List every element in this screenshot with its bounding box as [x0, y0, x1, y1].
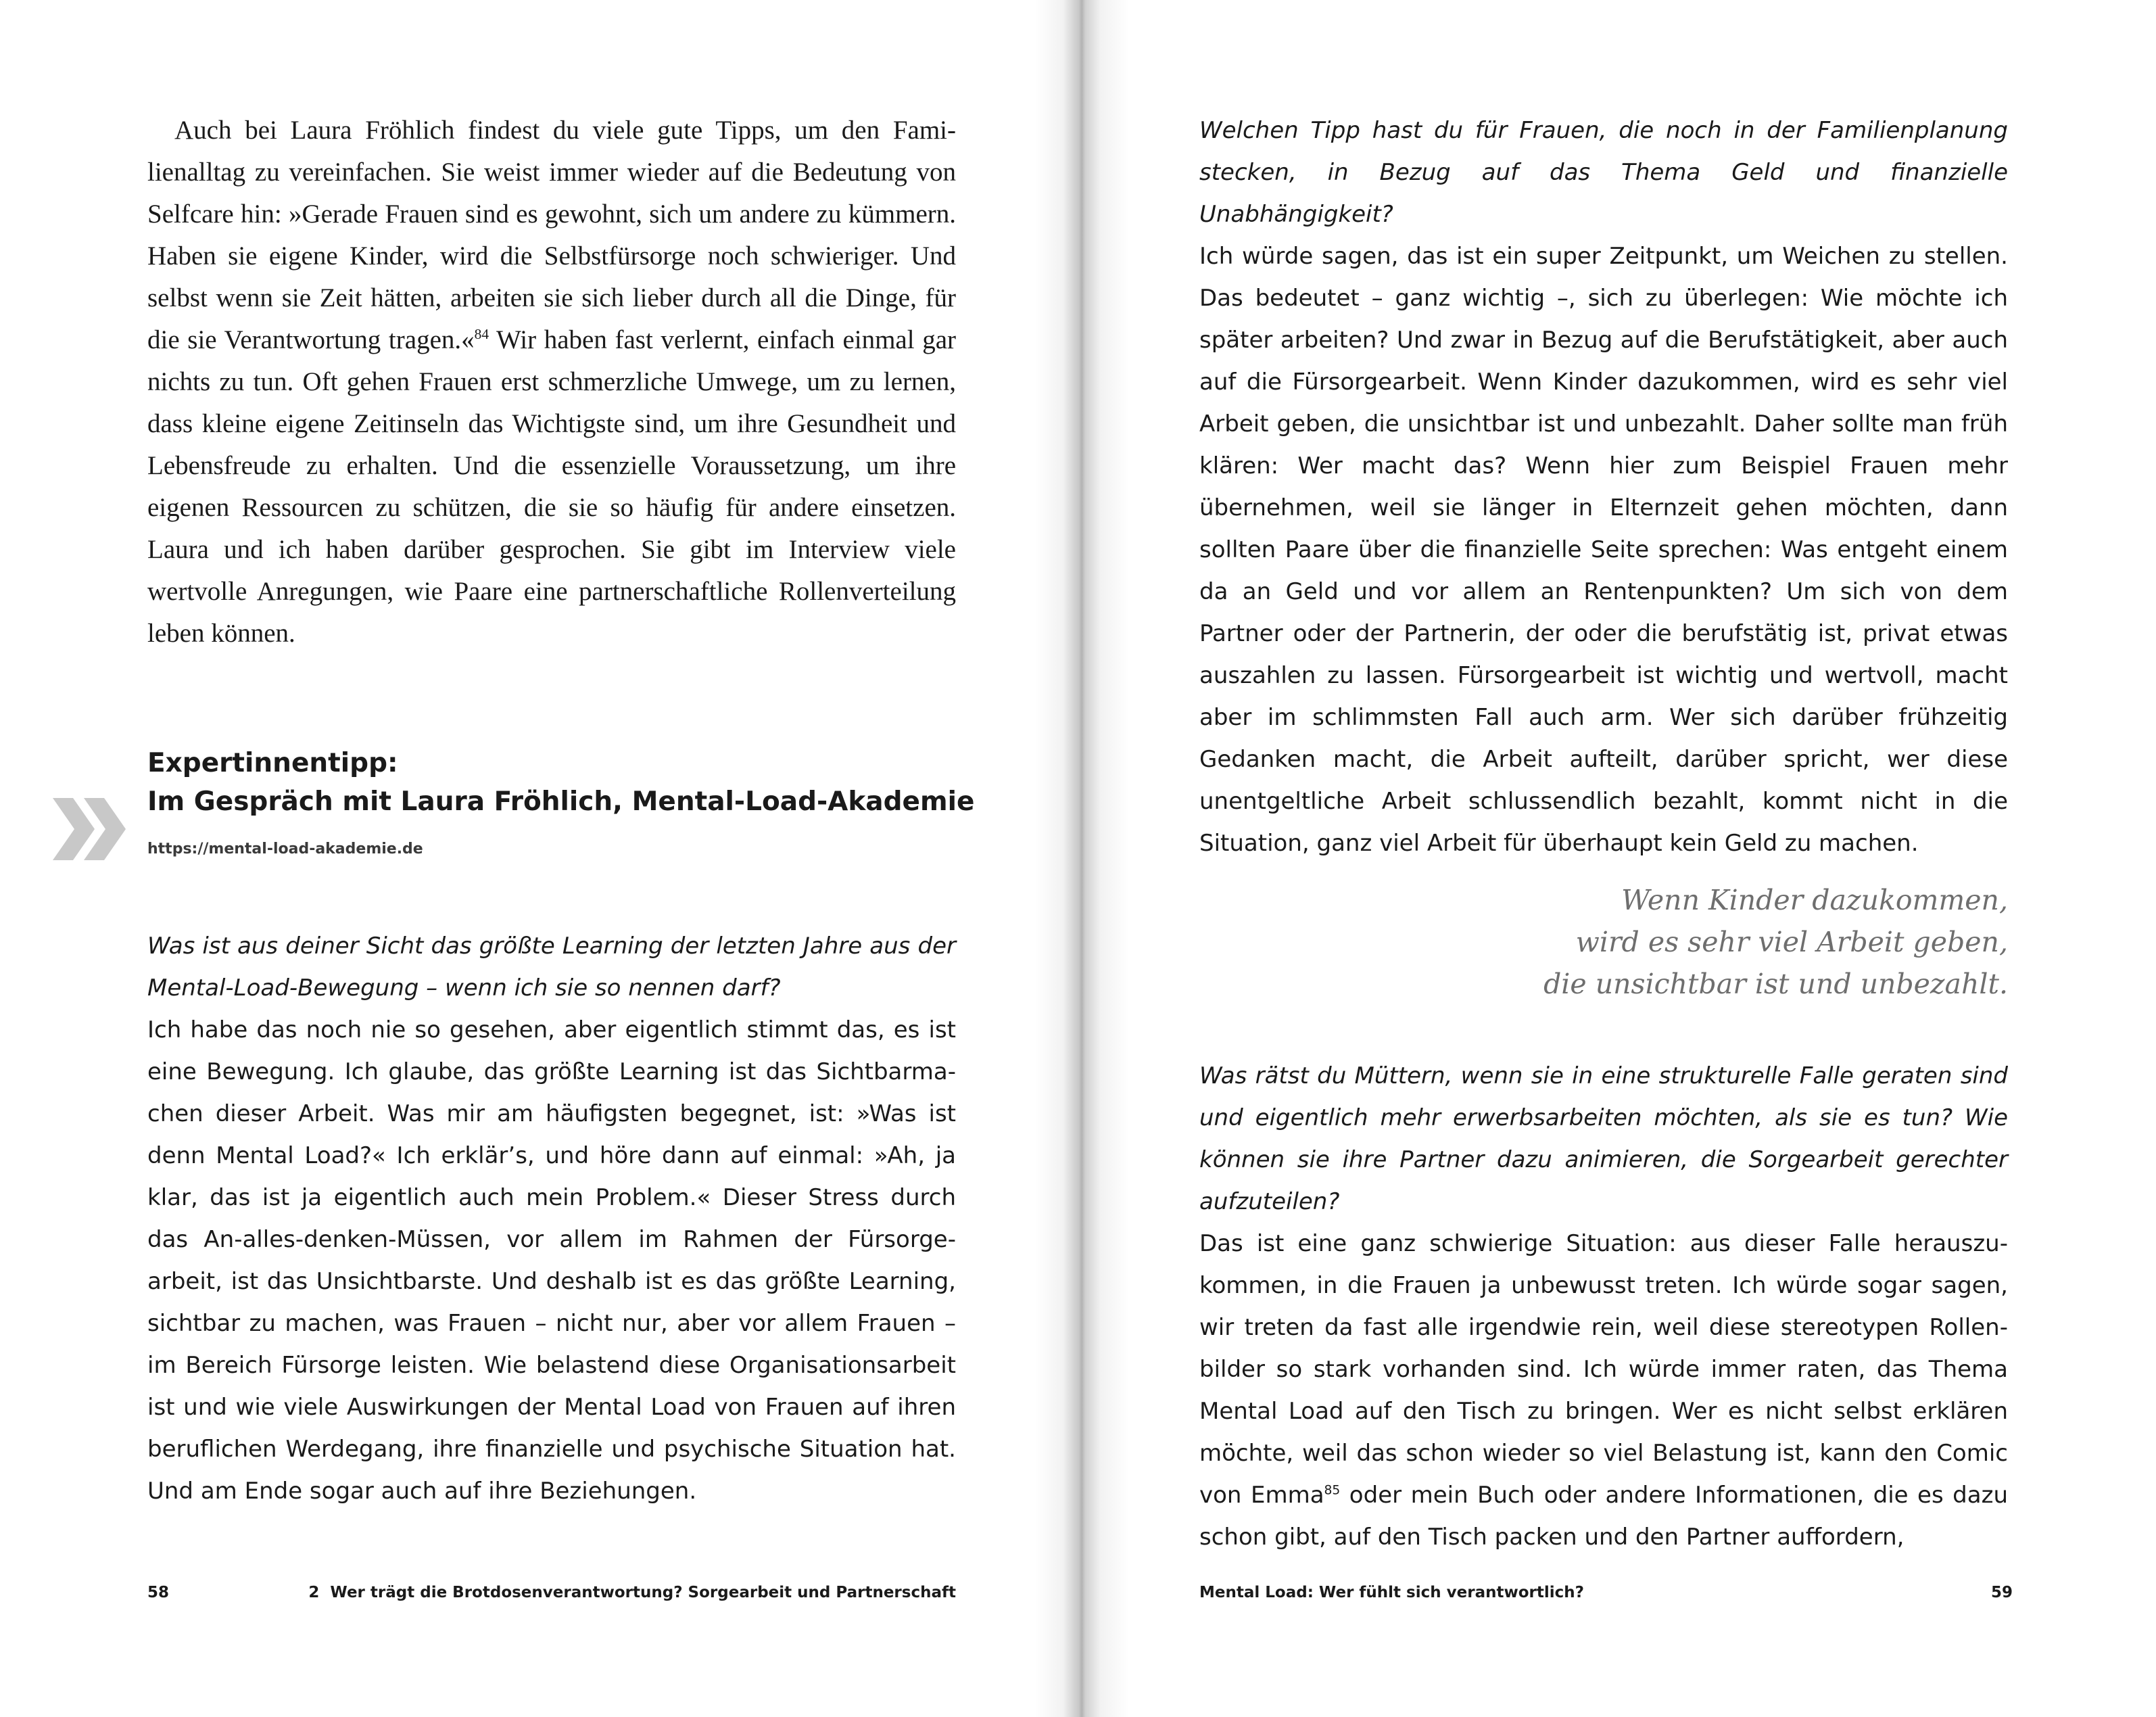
source-url: https://mental-load-akademie.de	[147, 841, 423, 857]
interview-answer-3	[1199, 1223, 2008, 1558]
expert-tip-heading	[147, 744, 992, 821]
pull-quote-line-3: die unsichtbar ist und unbezahlt.	[1543, 968, 2008, 1000]
interview-answer-2: Ich würde sagen, das ist ein super Zeitpunkt, um Weichen zu stellen. Das bedeutet – ganz wichtig –, sich zu überlegen: Wie möchte ich später arbeiten? Und zwar in Bezug auf die Berufstätigkeit, aber auch auf die Fürsorgearbeit. Wenn Kinder dazukommen, wird es sehr viel Arbeit geben, die unsichtbar ist und unbezahlt. Daher sollte man früh klären: Wer macht das? Wenn hier zum Beispiel Frauen mehr übernehmen, weil sie länger in Elternzeit gehen möchten, dann sollten Paare über die finanzielle Seite sprechen: Was entgeht einem da an Geld und vor allem an Rentenpunkten? Um sich von dem Partner oder der Partnerin, der oder die berufstätig ist, privat etwas auszahlen zu lassen. Fürsorgearbeit ist wichtig und wertvoll, macht aber im schlimmsten Fall auch arm. Wer sich darüber frühzeitig Gedanken macht, die Arbeit aufteilt, darüber spricht, wer diese unentgeltliche Arbeit schlussendlich bezahlt, kommt nicht in die Situation, ganz viel Arbeit für überhaupt kein Geld zu machen.	[1199, 243, 2008, 857]
pull-quote-line-2: wird es sehr viel Arbeit geben,	[1575, 926, 2008, 958]
answer-3-part2: oder mein Buch oder andere Informationen, die es dazu schon gibt, auf den Tisch packen und den Partner auffordern,	[1199, 1482, 2008, 1551]
answer-3-part1: Das ist eine ganz schwierige Situation: aus dieser Falle herauszukommen, in die Frauen ja unbewusst treten. Ich würde sogar sagen, wir treten da fast alle irgendwie rein, weil diese stereotypen Rollenbilder so stark vorhanden sind. Ich würde immer raten, das Thema Mental Load auf den Tisch zu bringen. Wer es nicht selbst erklären möchte, weil das schon wieder so viel Belastung ist, kann den Comic von Emma	[1199, 1230, 2008, 1509]
running-head-left: 2 Wer trägt die Brotdosenverantwortung? Sorgearbeit und Partnerschaft	[308, 1584, 956, 1601]
running-head-right: Mental Load: Wer fühlt sich verantwortlich?	[1199, 1584, 1584, 1601]
footnote-marker-84: 84	[474, 326, 489, 342]
pull-quote	[1199, 879, 2008, 1005]
page-number-left: 58	[147, 1584, 170, 1601]
intro-text-part1: Auch bei Laura Fröhlich findest du viele gute Tipps, um den Familienalltag zu vereinfachen. Sie weist immer wieder auf die Bedeutung von Selfcare hin: »Gerade Frauen sind es gewohnt, sich um andere zu kümmern. Haben sie eigene Kinder, wird die Selbstfürsorge noch schwieriger. Und selbst wenn sie Zeit hätten, arbeiten sie sich lieber durch all die Dinge, für die sie Verantwortung tragen.«	[147, 116, 956, 354]
right-page	[1082, 0, 2156, 1717]
heading-title: Im Gespräch mit Laura Fröhlich, Mental-Load-Akademie	[147, 786, 975, 817]
intro-text-part2: Wir haben fast verlernt, einfach einmal gar nichts zu tun. Oft gehen Frauen erst schmerzliche Umwege, um zu lernen, dass kleine eigene Zeitinseln das Wichtigste sind, um ihre Gesundheit und Lebensfreude zu erhalten. Und die essenzielle Voraussetzung, um ihre eigenen Ressourcen zu schützen, die sie so häufig für andere einsetzen. Laura und ich haben darüber gesprochen. Sie gibt im Interview viele wertvolle Anregungen, wie Paare eine partnerschaftliche Rollenverteilung leben können.	[147, 325, 956, 648]
pull-quote-line-1: Wenn Kinder dazukommen,	[1621, 884, 2008, 916]
interview-block-2	[1199, 110, 2008, 864]
page-number-right: 59	[1991, 1584, 2013, 1601]
interview-answer-1: Ich habe das noch nie so gesehen, aber eigentlich stimmt das, es ist eine Bewegung. Ich glaube, das größte Learning ist das Sichtbarmachen dieser Arbeit. Was mir am häufigsten begegnet, ist: »Was ist denn Mental Load?« Ich erklär’s, und höre dann auf einmal: »Ah, ja klar, das ist ja eigentlich auch mein Problem.« Dieser Stress durch das An-alles-denken-Müssen, vor allem im Rahmen der Fürsorgearbeit, ist das Unsichtbarste. Und deshalb ist es das größte Learning, sichtbar zu machen, was Frauen – nicht nur, aber vor allem Frauen – im Bereich Fürsorge leisten. Wie belastend diese Organisationsarbeit ist und wie viele Auswirkungen der Mental Load von Frauen auf ihren beruflichen Werdegang, ihre finanzielle und psychische Situation hat. Und am Ende sogar auch auf ihre Beziehungen.	[147, 1016, 956, 1505]
footnote-marker-85: 85	[1324, 1483, 1341, 1498]
interview-question-2: Welchen Tipp hast du für Frauen, die noch in der Familienplanung stecken, in Bezug auf das Thema Geld und finanzielle Unabhängigkeit?	[1199, 117, 2008, 228]
heading-label: Expertinnentipp:	[147, 748, 398, 778]
intro-paragraph	[147, 110, 956, 655]
interview-block-1	[147, 925, 956, 1512]
interview-block-3	[1199, 1055, 2008, 1558]
interview-question-3: Was rätst du Müttern, wenn sie in eine strukturelle Falle geraten sind und eigentlich mehr erwerbsarbeiten möchten, als sie es tun? Wie können sie ihre Partner dazu animieren, die Sorgearbeit gerechter aufzuteilen?	[1199, 1062, 2008, 1215]
double-chevron-right-icon	[53, 798, 127, 860]
interview-question-1: Was ist aus deiner Sicht das größte Learning der letzten Jahre aus der Mental-Load-Bewegung – wenn ich sie so nennen darf?	[147, 933, 956, 1002]
left-page	[0, 0, 1055, 1717]
